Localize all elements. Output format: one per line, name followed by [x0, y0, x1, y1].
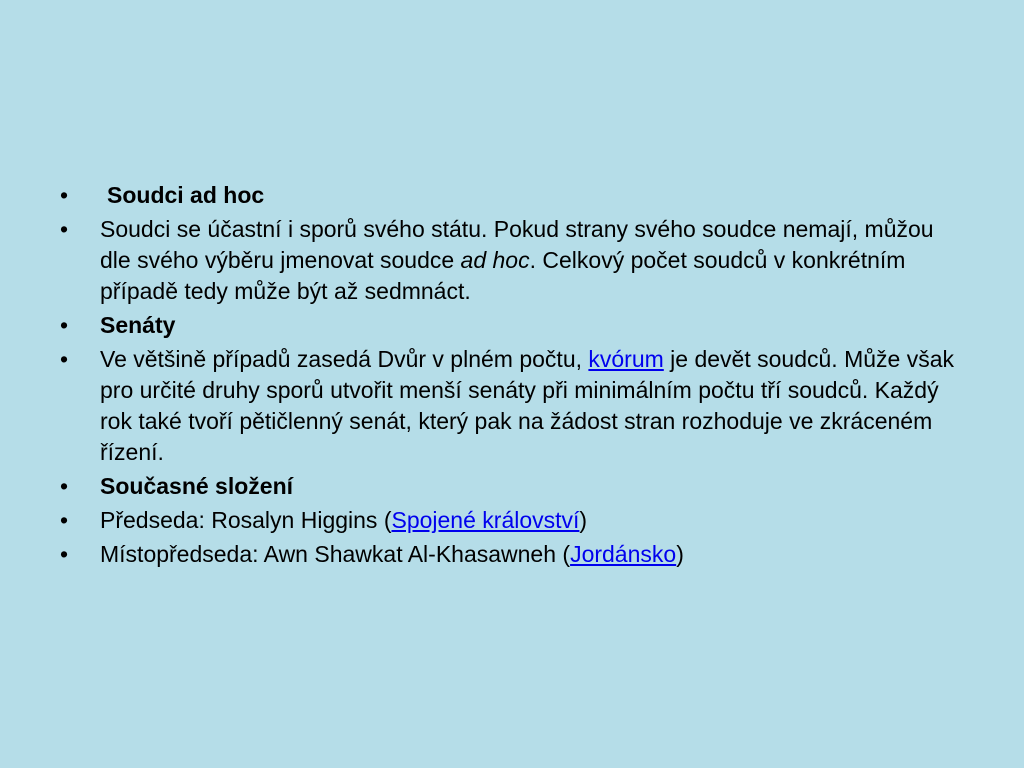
president-text-2: )	[579, 507, 588, 533]
vice-president-text-1: Místopředseda: Awn Shawkat Al-Khasawneh (	[100, 541, 571, 567]
list-item-heading-chambers	[60, 310, 960, 341]
list-item-judges-paragraph	[60, 214, 960, 307]
judges-paragraph-italic: ad hoc	[460, 247, 530, 273]
bullet-icon: •	[60, 182, 69, 208]
heading-chambers: Senáty	[100, 312, 176, 338]
heading-judges-ad-hoc: Soudci ad hoc	[107, 182, 265, 208]
president-text-1: Předseda: Rosalyn Higgins (	[100, 507, 392, 533]
judges-paragraph-text-2: . Celkový počet soudců v konkrétním případě tedy může být až sedmnáct.	[100, 247, 906, 304]
list-item-heading-judges-ad-hoc	[60, 180, 960, 211]
heading-composition: Současné složení	[100, 473, 294, 499]
vice-president-text-2: )	[676, 541, 684, 567]
bullet-icon: •	[60, 216, 69, 242]
bullet-icon: •	[60, 507, 69, 533]
united-kingdom-link[interactable]: Spojené království	[391, 507, 580, 533]
chambers-paragraph-text-2: je devět soudců. Může však pro určité druhy sporů utvořit menší senáty při minimálním počtu tří soudců. Každý rok také tvoří pětičlenný senát, který pak na žádost stran rozhoduje ve zkráceném řízení.	[100, 346, 955, 465]
list-item-vice-president	[60, 539, 960, 570]
slide-content	[60, 180, 960, 573]
bullet-icon: •	[60, 346, 69, 372]
list-item-heading-composition	[60, 471, 960, 502]
bullet-icon: •	[60, 541, 69, 567]
bullet-icon: •	[60, 473, 69, 499]
bullet-list	[60, 180, 960, 570]
quorum-link[interactable]: kvórum	[588, 346, 664, 372]
bullet-icon: •	[60, 312, 69, 338]
chambers-paragraph-text-1: Ve většině případů zasedá Dvůr v plném počtu,	[100, 346, 589, 372]
list-item-president	[60, 505, 960, 536]
list-item-chambers-paragraph	[60, 344, 960, 468]
jordan-link[interactable]: Jordánsko	[570, 541, 677, 567]
judges-paragraph-text-1: Soudci se účastní i sporů svého státu. Pokud strany svého soudce nemají, můžou dle svého výběru jmenovat soudce	[100, 216, 934, 273]
